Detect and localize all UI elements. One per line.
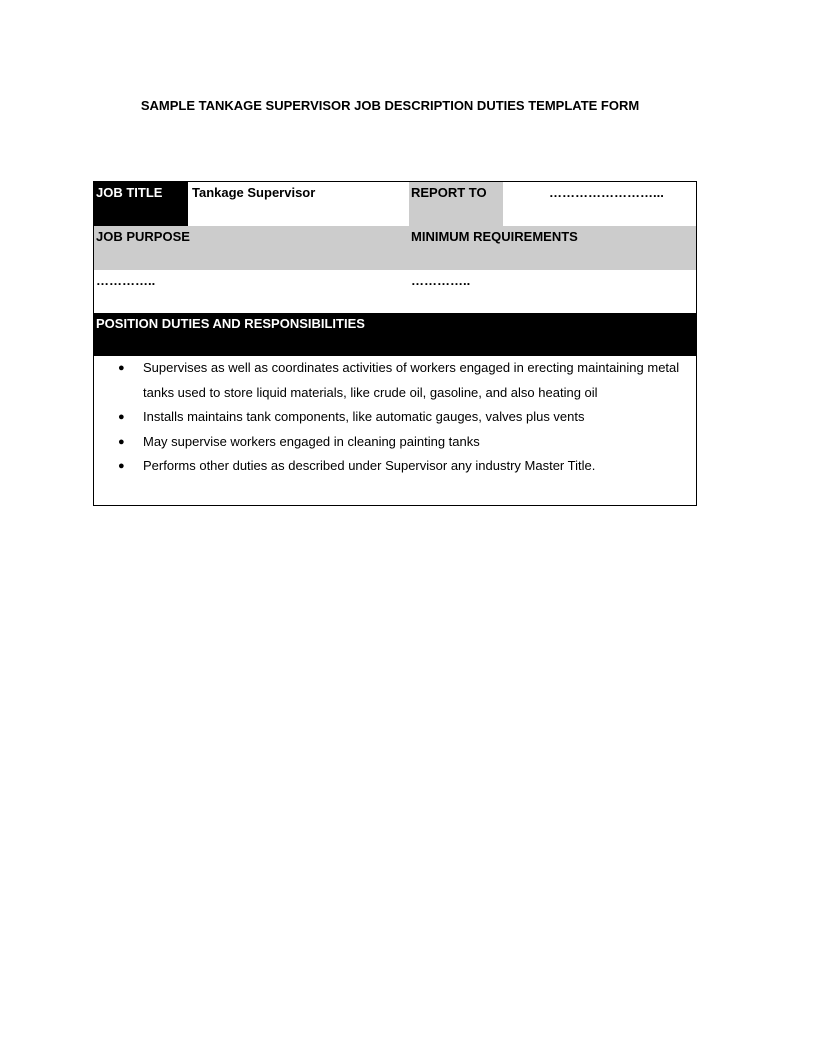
duty-text: Installs maintains tank components, like automatic gauges, valves plus vents: [143, 409, 585, 424]
duty-text: May supervise workers engaged in cleaning painting tanks: [143, 433, 480, 449]
bullet-icon: ●: [118, 362, 125, 374]
bullet-icon: ●: [118, 460, 125, 472]
list-item: [94, 356, 686, 405]
purpose-requirements-header-row: [94, 226, 696, 270]
bullet-icon: ●: [118, 411, 125, 423]
bullet-icon: ●: [118, 435, 125, 448]
job-purpose-label: JOB PURPOSE: [96, 229, 190, 244]
duties-section: [94, 356, 696, 505]
list-item: [94, 430, 686, 455]
duties-list: [94, 356, 686, 479]
list-item: [94, 454, 686, 479]
purpose-requirements-value-row: [94, 270, 696, 313]
job-title-label: JOB TITLE: [94, 182, 188, 226]
report-to-value: ……………………...: [549, 185, 664, 200]
job-title-row: [94, 182, 696, 226]
document-title: SAMPLE TANKAGE SUPERVISOR JOB DESCRIPTION DUTIES TEMPLATE FORM: [140, 98, 640, 113]
duties-header: POSITION DUTIES AND RESPONSIBILITIES: [96, 316, 365, 331]
duties-header-row: [94, 313, 696, 356]
duty-text: Supervises as well as coordinates activities of workers engaged in erecting maintaining metal tanks used to store liquid materials, like crude oil, gasoline, and also heating oil: [143, 360, 680, 400]
job-title-value: Tankage Supervisor: [192, 185, 316, 200]
duty-text: Performs other duties as described under Supervisor any industry Master Title.: [143, 458, 596, 473]
list-item: [94, 405, 686, 430]
minimum-requirements-value: …………..: [411, 273, 471, 288]
minimum-requirements-label: MINIMUM REQUIREMENTS: [411, 229, 578, 244]
job-description-form: [93, 181, 697, 506]
job-purpose-value: …………..: [96, 273, 156, 288]
report-to-label: REPORT TO: [409, 182, 503, 226]
